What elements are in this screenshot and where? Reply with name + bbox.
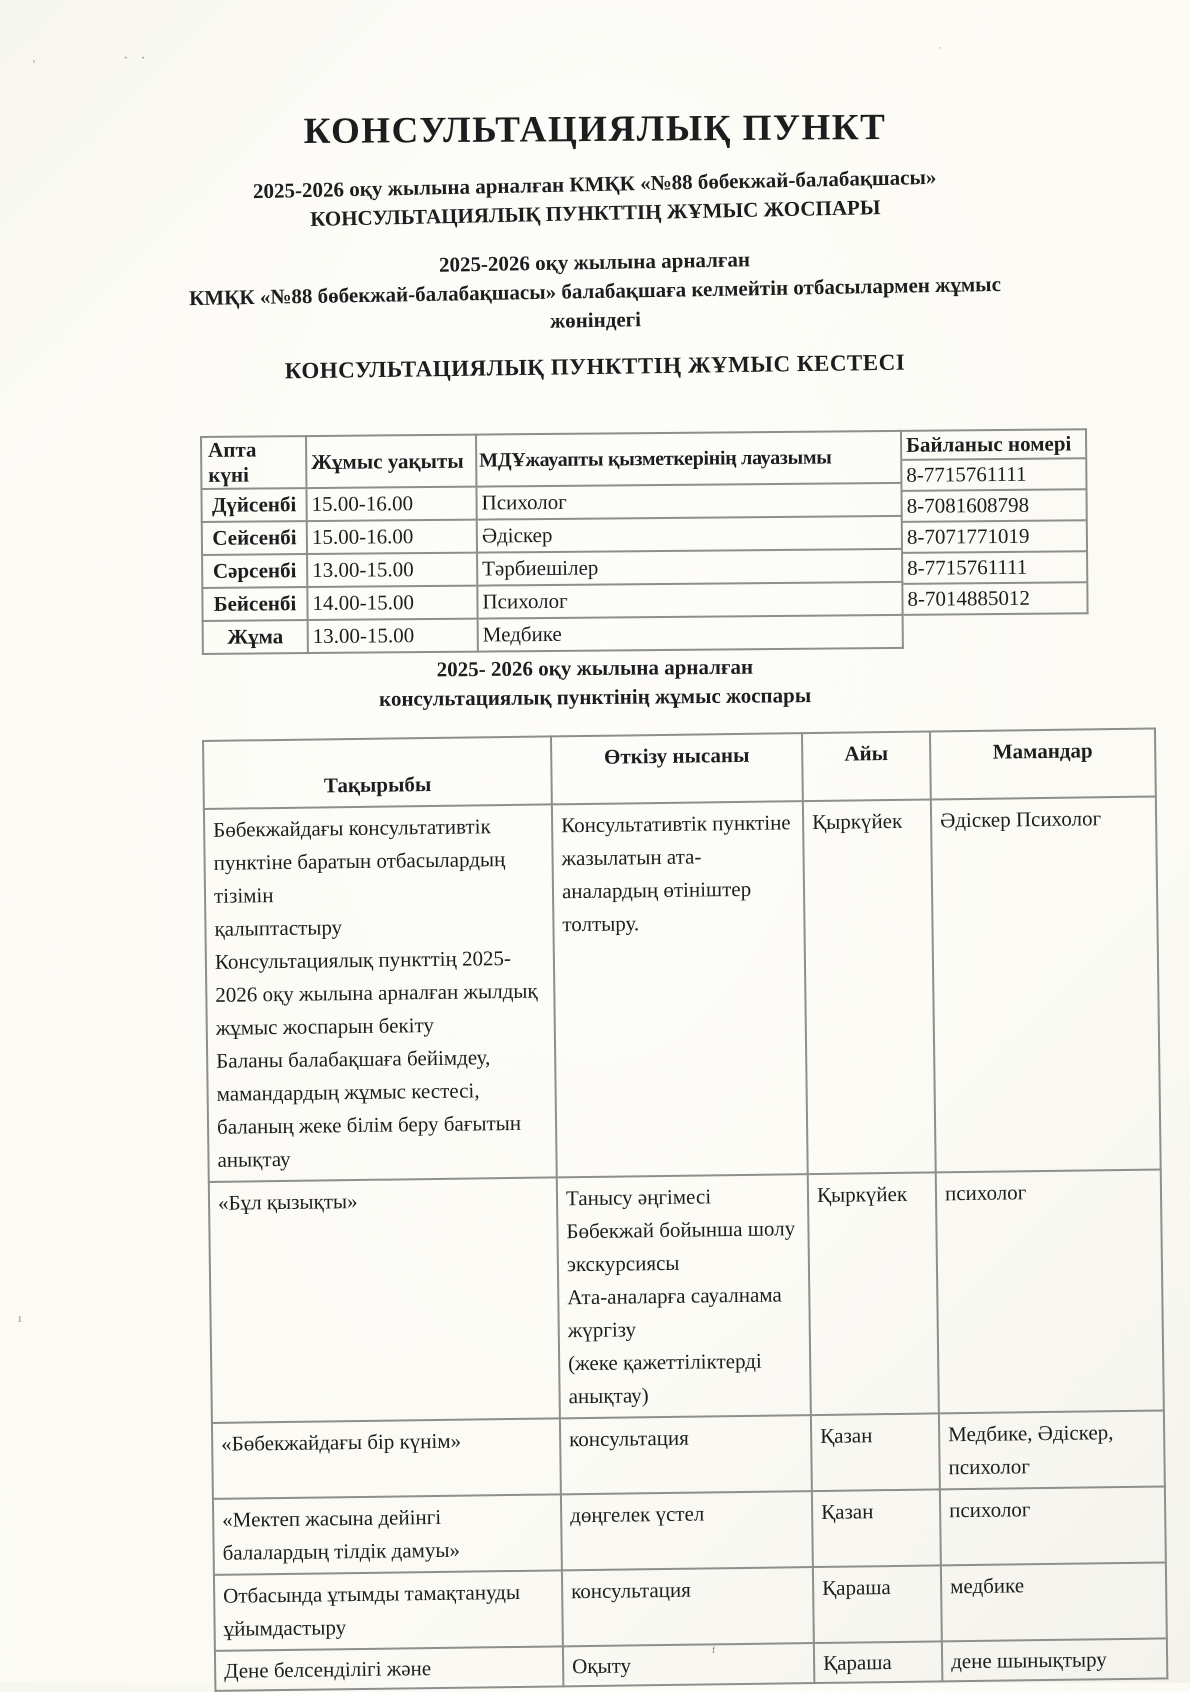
schedule-time: 15.00-16.00 (307, 520, 477, 554)
schedule-contact-column (902, 428, 1089, 616)
plan-header-topic: Тақырыбы (203, 736, 552, 809)
plan-month: Қараша (814, 1641, 943, 1683)
plan-row (209, 1169, 1164, 1422)
plan-form: Консультативтік пунктіне жазылатын ата-аналардың өтініштер толтыру. (552, 801, 808, 1177)
plan-table (202, 728, 1168, 1692)
plan-month: Қазан (811, 1413, 940, 1491)
plan-row (213, 1486, 1166, 1574)
schedule-time: 14.00-15.00 (307, 586, 477, 620)
plan-topic: Отбасында ұтымды тамақтануды ұйымдастыру (214, 1570, 563, 1651)
plan-form: дөңгелек үстел (561, 1491, 813, 1570)
schedule-section-title: КОНСУЛЬТАЦИЯЛЫҚ ПУНКТТІҢ ЖҰМЫС КЕСТЕСІ (284, 349, 906, 384)
contact-number: 8-7014885012 (907, 585, 1031, 611)
plan-row (214, 1562, 1167, 1650)
schedule-role: Медбике (478, 615, 903, 652)
plan-header-form: Өткізу нысаны (551, 733, 803, 804)
schedule-role: Әдіскер (477, 516, 902, 553)
plan-form: консультация (562, 1567, 814, 1646)
heading-families-line1: 2025-2026 оқу жылына арналған (438, 247, 751, 277)
schedule-role: Тәрбиешілер (477, 549, 902, 586)
schedule-role: Психолог (476, 483, 901, 520)
heading-work-plan-line1: 2025-2026 оқу жылына арналған КМҚК «№88 бөбекжай-балабақшасы» (252, 164, 937, 204)
schedule-header-role: МДҰжауапты қызметкерінің лауазымы (476, 431, 901, 487)
contact-number: 8-7071771019 (903, 521, 1086, 554)
schedule-time: 15.00-16.00 (306, 487, 476, 521)
plan-topic: Бөбекжайдағы консультативтік пунктіне баратын отбасылардың тізімін қалыптастыру Консультациялық пункттің 2025-2026 оқу жылына арналған жылдық жұмыс жоспарын бекіту Баланы балабақшаға бейімдеу, мамандардың жұмыс кестесі, баланың жеке білім беру бағытын анықтау (204, 804, 557, 1182)
plan-specialists: дене шынықтыру (942, 1638, 1168, 1681)
schedule-day: Жұма (203, 620, 308, 654)
scan-artifact: ˙ (938, 44, 942, 58)
schedule-row (203, 615, 903, 654)
plan-month: Қыркүйек (803, 799, 936, 1174)
heading-work-plan-line2: КОНСУЛЬТАЦИЯЛЫҚ ПУНКТТІҢ ЖҰМЫС ЖОСПАРЫ (309, 195, 881, 231)
plan-row (204, 797, 1161, 1182)
plan-month: Қазан (812, 1489, 941, 1567)
plan-topic: Дене белсенділігі және (215, 1646, 563, 1691)
schedule-day: Сәрсенбі (202, 554, 307, 588)
scan-artifact: ` (24, 58, 38, 75)
plan-form: консультация (560, 1415, 812, 1494)
plan-title-line2: консультациялық пунктінің жұмыс жоспары (378, 683, 812, 711)
plan-form: Оқыту (563, 1643, 815, 1686)
plan-topic: «Бұл қызықты» (209, 1177, 560, 1423)
schedule-day: Бейсенбі (202, 587, 307, 621)
schedule-header-contact: Байланыс номері (902, 430, 1085, 461)
scan-artifact: ᶠ (712, 1645, 716, 1661)
plan-topic: «Мектеп жасына дейінгі балалардың тілдік дамуы» (213, 1494, 562, 1575)
plan-header-row (203, 729, 1156, 809)
schedule-table (200, 428, 1089, 655)
schedule-role: Психолог (477, 582, 902, 619)
schedule-time: 13.00-15.00 (307, 553, 477, 587)
plan-topic: «Бөбекжайдағы бір күнім» (212, 1418, 561, 1499)
schedule-header-time: Жұмыс уақыты (306, 435, 476, 488)
plan-specialists: психолог (940, 1486, 1166, 1565)
schedule-table-main (200, 430, 904, 655)
scan-artifact: · · (123, 50, 150, 67)
schedule-header-row (201, 431, 901, 489)
contact-number: 8-7715761111 (902, 459, 1085, 492)
plan-row (212, 1410, 1165, 1498)
heading-families (0, 238, 1190, 346)
plan-specialists: психолог (936, 1169, 1164, 1413)
plan-header-month: Айы (802, 731, 931, 801)
plan-section-title (0, 649, 1190, 717)
schedule-header-day: Апта күні (201, 436, 306, 489)
plan-title-line1: 2025- 2026 оқу жылына арналған (436, 654, 754, 682)
heading-families-line3: жөніндегі (549, 307, 642, 333)
plan-specialists: Әдіскер Психолог (931, 797, 1161, 1173)
schedule-time: 13.00-15.00 (308, 619, 478, 653)
plan-header-specialists: Мамандар (930, 729, 1156, 800)
plan-form: Танысу әңгімесі Бөбекжай бойынша шолу экскурсиясы Ата-аналарға сауалнама жүргізу (жеке қажеттіліктерді анықтау) (557, 1174, 811, 1418)
schedule-day: Дүйсенбі (201, 488, 306, 522)
page-title: КОНСУЛЬТАЦИЯЛЫҚ ПУНКТ (303, 106, 887, 153)
plan-specialists: Медбике, Әдіскер, психолог (939, 1410, 1165, 1489)
plan-specialists: медбике (941, 1562, 1167, 1641)
scan-artifact: ı (18, 1310, 22, 1325)
contact-number: 8-7081608798 (903, 490, 1086, 523)
heading-work-plan (0, 158, 1190, 241)
heading-families-line2: КМҚК «№88 бөбекжай-балабақшасы» балабақшаға келмейтін отбасылармен жұмыс (188, 271, 1002, 311)
schedule-day: Сейсенбі (202, 521, 307, 555)
contact-number: 8-7715761111 (903, 552, 1086, 585)
plan-month: Қараша (813, 1565, 942, 1643)
plan-month: Қыркүйек (808, 1172, 939, 1415)
